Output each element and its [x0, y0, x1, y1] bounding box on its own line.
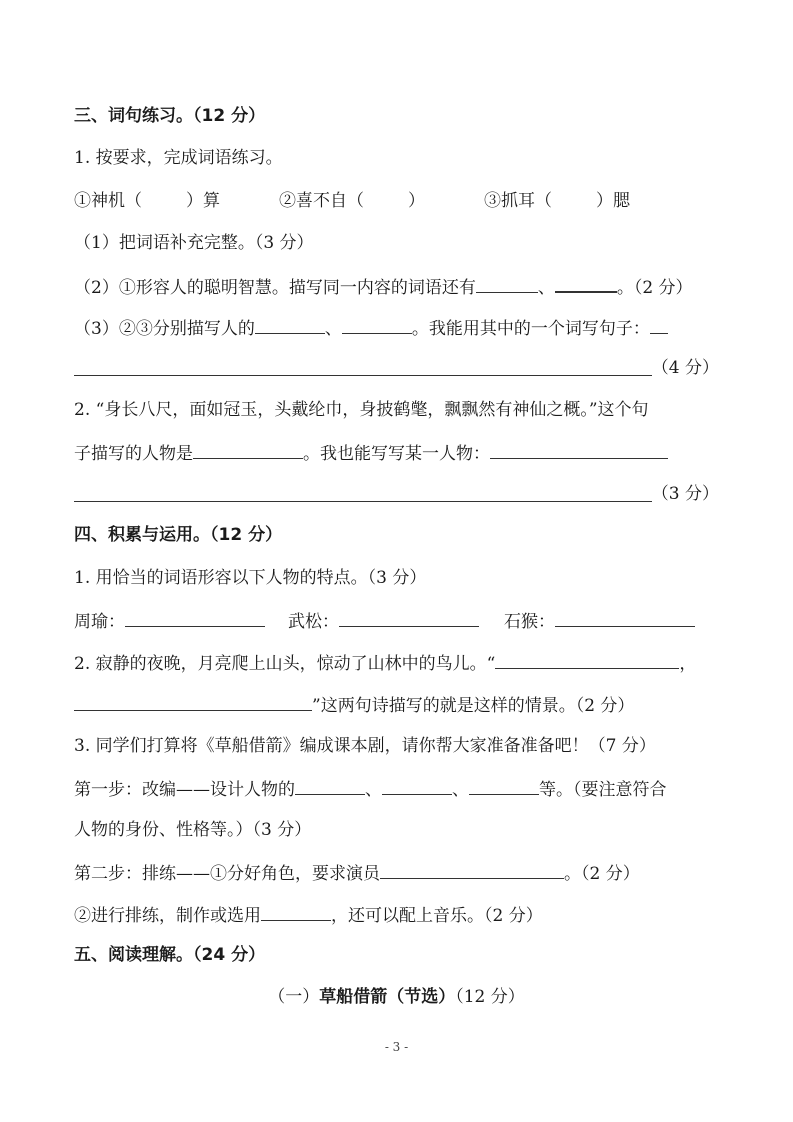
answer-blank[interactable] [295, 776, 365, 795]
answer-line[interactable] [74, 500, 652, 502]
sub-question-1: （1）把词语补充完整。（3 分） [74, 233, 314, 253]
trait-zhouyu: 周瑜： [74, 608, 265, 634]
question-3-2-line2: 子描写的人物是 。我也能写写某一人物： [74, 440, 721, 466]
question-4-2-line2: ”这两句诗描写的就是这样的情景。（2 分） [74, 692, 721, 718]
score-label: （3 分） [651, 484, 719, 504]
passage-title: （一）草船借箭（节选）（12 分） [268, 987, 525, 1007]
question-3-2-line1: 2. “身长八尺，面如冠玉，头戴纶巾，身披鹤氅，飘飘然有神仙之概。”这个句 [74, 400, 649, 420]
answer-blank[interactable] [261, 902, 331, 921]
answer-blank[interactable] [125, 608, 265, 627]
question-4-3: 3. 同学们打算将《草船借箭》编成课本剧，请你帮大家准备准备吧！（7 分） [74, 736, 656, 756]
answer-blank[interactable] [382, 776, 452, 795]
step-1-line1: 第一步：改编——设计人物的 、 、 等。（要注意符合 [74, 776, 721, 802]
answer-blank[interactable] [255, 315, 325, 334]
idiom-1: ①神机（ ）算 [74, 191, 220, 211]
sub-question-2: （2）①形容人的聪明智慧。描写同一内容的词语还有 、 。（2 分） [74, 273, 721, 300]
sub-question-3: （3）②③分别描写人的 、 。我能用其中的一个词写句子： [74, 315, 721, 341]
idiom-3: ③抓耳（ ）腮 [484, 191, 630, 211]
answer-blank[interactable] [555, 273, 617, 293]
answer-blank[interactable] [555, 608, 695, 627]
answer-blank[interactable] [74, 692, 312, 711]
answer-blank[interactable] [342, 315, 412, 334]
section-3-title: 三、词句练习。（12 分） [74, 106, 266, 126]
step-1-line2: 人物的身份、性格等。）（3 分） [74, 820, 312, 840]
question-3-1: 1. 按要求，完成词语练习。 [74, 148, 283, 168]
section-4-title: 四、积累与运用。（12 分） [74, 525, 283, 545]
answer-blank[interactable] [380, 860, 564, 879]
question-4-1: 1. 用恰当的词语形容以下人物的特点。（3 分） [74, 568, 427, 588]
answer-line[interactable] [74, 374, 652, 376]
answer-blank[interactable] [193, 440, 303, 459]
answer-blank[interactable] [490, 440, 668, 459]
answer-blank[interactable] [469, 776, 539, 795]
step-2-line1: 第二步：排练——①分好角色，要求演员 。（2 分） [74, 860, 721, 886]
answer-blank[interactable] [339, 608, 479, 627]
trait-wusong: 武松： [288, 608, 479, 634]
step-2-line2: ②进行排练，制作或选用 ，还可以配上音乐。（2 分） [74, 902, 721, 928]
idiom-2: ②喜不自（ ） [279, 191, 425, 211]
trait-shihou: 石猴： [504, 608, 695, 634]
score-label: （4 分） [651, 358, 719, 378]
answer-blank[interactable] [476, 274, 538, 293]
page-number: - 3 - [384, 1040, 409, 1054]
answer-blank[interactable] [650, 315, 668, 334]
section-5-title: 五、阅读理解。（24 分） [74, 945, 266, 965]
answer-blank[interactable] [495, 650, 679, 669]
question-4-2-line1: 2. 寂静的夜晚，月亮爬上山头，惊动了山林中的鸟儿。“ ， [74, 650, 721, 676]
